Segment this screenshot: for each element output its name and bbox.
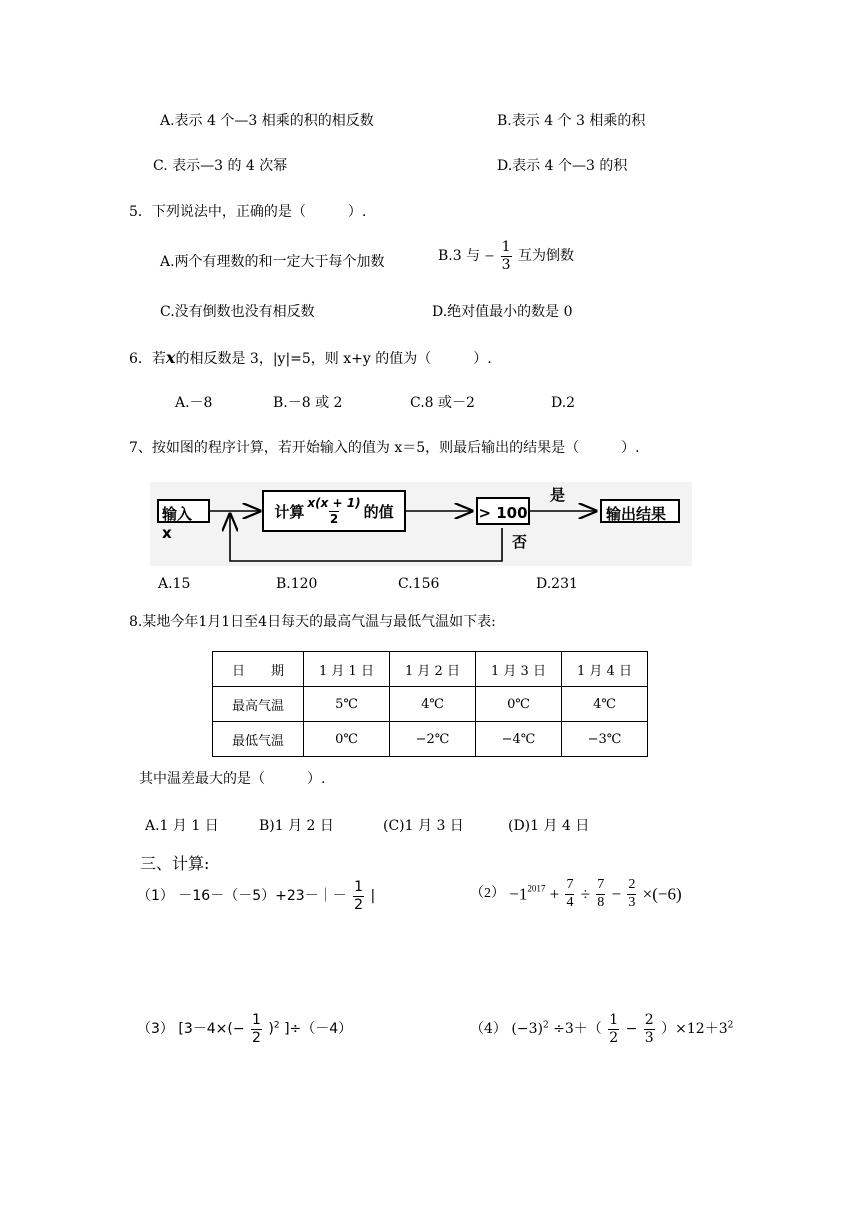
flowchart (150, 482, 692, 566)
q7-option-a: A.15 (158, 576, 191, 592)
problem-1-fraction (353, 880, 364, 912)
flow-compute-prefix: 计算 (274, 502, 305, 521)
table-cell: 4℃ (562, 687, 648, 722)
q5-option-c: C.没有倒数也没有相反数 (160, 304, 315, 320)
problem-4-minus: − (625, 1021, 638, 1038)
problem-3 (137, 1013, 352, 1045)
problem-4 (470, 1013, 733, 1045)
table-header-cell: 1 月 1 日 (304, 652, 390, 687)
problem-4-fraction-1-numerator: 1 (609, 1012, 619, 1028)
flow-input-box (157, 499, 210, 542)
problem-4-exponent-1: 2 (542, 1020, 549, 1031)
q5-option-b-prefix: B.3 与 (438, 248, 481, 265)
flow-yes-label: 是 (550, 486, 566, 504)
flow-input-label: 输入 x (162, 505, 193, 542)
problem-2-fraction-2 (596, 878, 605, 910)
problem-2-fraction-3-numerator: 2 (628, 877, 636, 892)
q5-stem: 5．下列说法中，正确的是（ ）. (129, 204, 367, 220)
problem-3-prefix: [3－4×(− (178, 1021, 245, 1038)
q8-question: 其中温差最大的是（ ）. (139, 771, 326, 787)
table-header-cell: 1 月 4 日 (562, 652, 648, 687)
problem-3-denominator: 2 (252, 1029, 261, 1046)
problem-2-plus: + (549, 884, 560, 904)
problem-1-label: （1） (137, 888, 174, 905)
problem-2-tail: ×(−6) (642, 884, 682, 904)
table-header-row (213, 652, 648, 687)
problem-4-fraction-2-numerator: 2 (644, 1012, 654, 1028)
q5-option-b-suffix: 互为倒数 (517, 248, 574, 265)
q5-fraction-numerator: 1 (501, 239, 511, 255)
problem-4-fraction-1-denominator: 2 (609, 1029, 619, 1046)
flow-compute-fraction (306, 497, 361, 525)
problem-2-fraction-3-denominator: 3 (628, 894, 636, 910)
flow-compute-numerator: x(x + 1) (307, 495, 361, 510)
table-header-cell: 日 期 (213, 652, 304, 687)
table-row (213, 722, 648, 757)
flow-condition-box (476, 497, 530, 525)
q5-option-b-sign: − (484, 246, 495, 266)
q6-option-d: D.2 (551, 395, 576, 411)
problem-2-fraction-2-denominator: 8 (597, 894, 605, 910)
q4-option-a: A.表示 4 个—3 相乘的积的相反数 (160, 113, 374, 129)
problem-4-middle: ÷3＋（ (553, 1021, 602, 1038)
q5-option-d: D.绝对值最小的数是 0 (432, 304, 573, 320)
problem-1-numerator: 1 (354, 879, 364, 895)
q6-option-a: A.－8 (175, 395, 213, 411)
problem-2-base: −1 (509, 884, 528, 904)
problem-1-expression: －16－（－5）+23－｜－ (178, 888, 347, 905)
q5-option-b-fraction (501, 240, 512, 272)
flow-output-label: 输出结果 (606, 505, 667, 523)
flow-compute-box (262, 490, 406, 532)
q4-option-b: B.表示 4 个 3 相乘的积 (497, 113, 646, 129)
table-cell: 最低气温 (213, 722, 304, 757)
q8-option-a: A.1 月 1 日 (145, 818, 219, 834)
q6-stem (129, 350, 492, 366)
problem-2-fraction-1 (565, 878, 574, 910)
q6-option-b: B.－8 或 2 (273, 395, 343, 411)
problem-4-exponent-2: 2 (727, 1020, 734, 1031)
q4-option-d: D.表示 4 个—3 的积 (497, 158, 628, 174)
q8-stem: 8.某地今年1月1日至4日每天的最高气温与最低气温如下表: (129, 614, 496, 630)
problem-2-fraction-3 (627, 878, 636, 910)
section-3-title: 三、计算: (140, 854, 210, 873)
table-header-cell: 1 月 3 日 (476, 652, 562, 687)
q7-option-d: D.231 (536, 576, 578, 592)
table-row (213, 687, 648, 722)
q5-option-b (438, 240, 574, 272)
table-cell: −4℃ (476, 722, 562, 757)
q7-option-c: C.156 (398, 576, 440, 592)
problem-1 (137, 880, 375, 912)
q6-option-c: C.8 或－2 (410, 395, 475, 411)
problem-2-fraction-2-numerator: 7 (597, 877, 605, 892)
q6-stem-suffix: 的相反数是 3，|y|=5，则 x+y 的值为（ ）. (175, 351, 492, 367)
q7-stem: 7、按如图的程序计算，若开始输入的值为 x＝5，则最后输出的结果是（ ）. (129, 440, 640, 456)
table-header-cell: 1 月 2 日 (390, 652, 476, 687)
problem-2-divide: ÷ (580, 884, 591, 904)
temperature-table (212, 651, 648, 757)
flow-condition-label: > 100 (478, 504, 528, 522)
flow-no-label: 否 (512, 533, 528, 551)
problem-2-exponent: 2017 (527, 883, 546, 894)
problem-4-label: （4） (470, 1021, 507, 1038)
problem-2-fraction-1-denominator: 4 (566, 894, 574, 910)
q6-stem-variable: x (165, 348, 176, 367)
table-cell: −2℃ (390, 722, 476, 757)
q8-option-d: (D)1 月 4 日 (508, 818, 590, 834)
table-cell: 0℃ (304, 722, 390, 757)
problem-3-close-paren: ) (268, 1021, 274, 1038)
problem-4-fraction-2-denominator: 3 (644, 1029, 654, 1046)
problem-2-fraction-1-numerator: 7 (566, 877, 574, 892)
q8-option-c: (C)1 月 3 日 (383, 818, 464, 834)
problem-2-label: （2） (470, 886, 505, 902)
table-cell: 5℃ (304, 687, 390, 722)
q5-option-a: A.两个有理数的和一定大于每个加数 (160, 254, 385, 270)
q7-option-b: B.120 (276, 576, 318, 592)
problem-3-numerator: 1 (252, 1012, 261, 1028)
problem-3-suffix: ]÷（－4） (284, 1021, 353, 1038)
flow-compute-denominator: 2 (329, 511, 339, 526)
problem-1-end: | (370, 888, 376, 905)
problem-3-exponent: 2 (273, 1020, 280, 1031)
table-cell: −3℃ (562, 722, 648, 757)
flow-compute-suffix: 的值 (363, 502, 394, 521)
problem-1-denominator: 2 (354, 896, 364, 913)
q6-stem-prefix: 6．若 (129, 351, 166, 367)
problem-4-fraction-1 (608, 1013, 619, 1045)
problem-3-fraction (251, 1013, 262, 1045)
q8-option-b: B)1 月 2 日 (259, 818, 334, 834)
problem-2 (470, 878, 682, 910)
table-cell: 0℃ (476, 687, 562, 722)
flowchart-arrows (150, 482, 692, 566)
problem-3-label: （3） (137, 1021, 174, 1038)
q4-option-c: C. 表示—3 的 4 次幂 (153, 158, 288, 174)
problem-4-fraction-2 (644, 1013, 655, 1045)
table-cell: 最高气温 (213, 687, 304, 722)
table-cell: 4℃ (390, 687, 476, 722)
flow-output-box (600, 499, 680, 523)
q5-fraction-denominator: 3 (501, 256, 511, 273)
problem-2-minus: − (611, 884, 622, 904)
problem-4-prefix: (−3) (511, 1021, 543, 1038)
problem-4-suffix: ）×12＋3 (661, 1021, 728, 1038)
